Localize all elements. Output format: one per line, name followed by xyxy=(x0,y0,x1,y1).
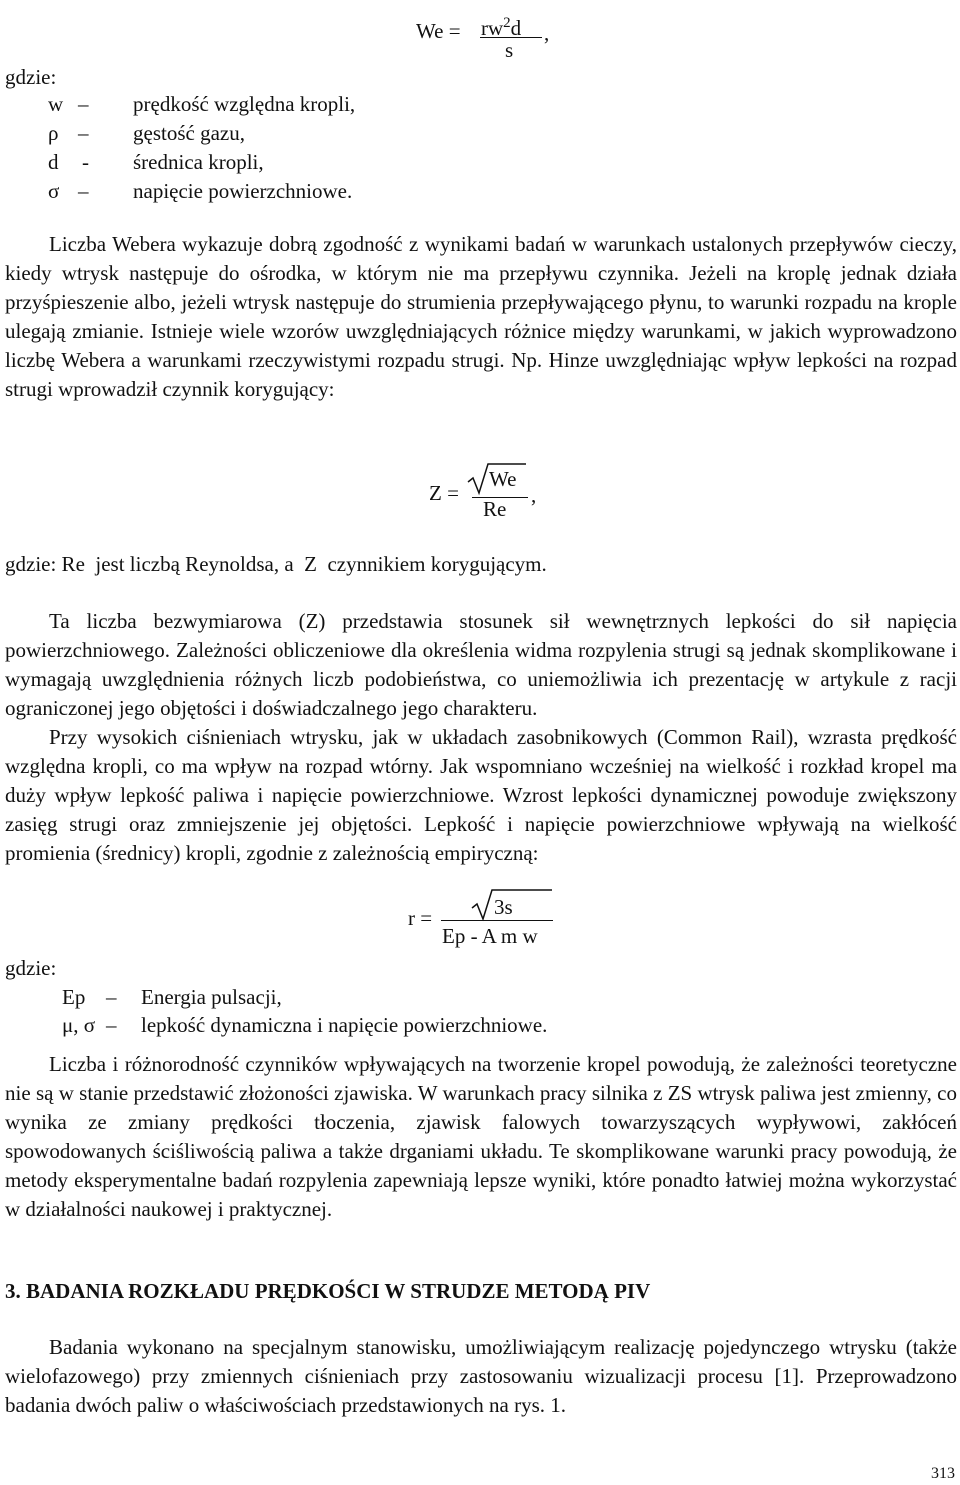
legend-description: gęstość gazu, xyxy=(133,121,245,145)
formula-we-lhs: We = xyxy=(416,19,461,43)
legend-symbol: Ep xyxy=(62,985,86,1009)
formula-r-fraction-bar xyxy=(441,920,553,921)
legend-dash: – xyxy=(78,121,89,145)
legend-symbol: ρ xyxy=(48,121,59,145)
formula-we-num-end: d xyxy=(510,16,522,40)
page-number: 313 xyxy=(931,1465,955,1482)
formula-z-numerator: We xyxy=(489,467,517,491)
paragraph-text: Ta liczba bezwymiarowa (Z) przedstawia stosunek sił wewnętrznych lepkości do sił napięcia powierzchniowego. Zależności obliczeniowe dla określenia widma rozpylenia strugi są jednak skomplikowane i wymagają uwzględnienia różnych liczb podobieństwa, co uniemożliwia ich prezentację w artykule z racji ograniczonej jego objętości i doświadczalnego jego charakteru. xyxy=(5,609,957,720)
paragraph-text: Przy wysokich ciśnieniach wtrysku, jak w układach zasobnikowych (Common Rail), wzrasta prędkość względna kropli, co ma wpływ na rozpad wtórny. Jak wspomniano wcześniej na wielkość i rozkład kropel ma duży wpływ lepkość paliwa i napięcie powierzchniowe. Wzrost lepkości dynamicznej powoduje zwiększony zasięg strugi oraz zmniejszenie jej objętości. Lepkość i napięcie powierzchniowe wpływają na wielkość promienia (średnicy) kropli, zgodnie z zależnością empiryczną: xyxy=(5,725,957,865)
legend-symbol: d xyxy=(48,150,59,174)
paragraph-text: Badania wykonano na specjalnym stanowisku, umożliwiającym realizację pojedynczego wtrysku (także wielofazowego) przy zmiennych ciśnieniach przy zastosowaniu wizualizacji procesu [1]. Przeprowadzono badania dwóch paliw o właściwościach przedstawionych na rys. 1. xyxy=(5,1335,957,1417)
legend-description: średnica kropli, xyxy=(133,150,264,174)
legend-description: Energia pulsacji, xyxy=(141,985,282,1009)
legend-dash: - xyxy=(82,150,89,174)
legend-symbol: σ xyxy=(48,179,60,203)
legend-dash: – xyxy=(78,179,89,203)
legend-symbol: μ, σ xyxy=(62,1013,96,1037)
formula-r-lhs: r = xyxy=(408,906,433,930)
paragraph-factors xyxy=(5,1050,957,1224)
legend-symbol: w xyxy=(48,92,64,116)
legend-dash: – xyxy=(106,985,117,1009)
formula-z-lhs: Z = xyxy=(429,481,459,505)
section-heading: 3. BADANIA ROZKŁADU PRĘDKOŚCI W STRUDZE METODĄ PIV xyxy=(5,1279,651,1303)
formula-z-comma: , xyxy=(531,483,537,507)
legend-description: napięcie powierzchniowe. xyxy=(133,179,353,203)
legend-intro: gdzie: xyxy=(5,65,57,89)
legend-intro: gdzie: xyxy=(5,956,57,980)
legend-dash: – xyxy=(78,92,89,116)
paragraph-text: Liczba Webera wykazuje dobrą zgodność z wynikami badań w warunkach ustalonych przepływów cieczy, kiedy wtrysk następuje do ośrodka, w którym nie ma przepływu czynnika. Jeżeli na kroplę jednak działa przyśpieszenie albo, jeżeli wtrysk następuje do strumienia przepływającego płynu, to warunki rozpadu na krople ulegają zmianie. Istnieje wiele wzorów uwzględniających różnice między warunkami, w jakich wyprowadzono liczbę Webera a warunkami rzeczywistymi rozpadu strugi. Np. Hinze uwzględniając wpływ lepkości na rozpad strugi wprowadził czynnik korygujący: xyxy=(5,232,957,401)
legend-description: lepkość dynamiczna i napięcie powierzchniowe. xyxy=(141,1013,548,1037)
formula-z-denominator: Re xyxy=(483,497,507,521)
formula-we-num-main: rw xyxy=(481,16,504,40)
paragraph-block-viscosity xyxy=(5,607,957,868)
formula-we-comma: , xyxy=(544,21,550,45)
formula-r-numerator: 3s xyxy=(494,895,513,919)
paragraph-methodology xyxy=(5,1333,957,1420)
z-explanation: gdzie: Re jest liczbą Reynoldsa, a Z czynnikiem korygującym. xyxy=(5,552,547,576)
legend-description: prędkość względna kropli, xyxy=(133,92,356,116)
formula-r-denominator: Ep - A m w xyxy=(442,924,538,948)
legend-dash: – xyxy=(106,1013,117,1037)
paragraph-weber-discussion xyxy=(5,230,957,404)
formula-we-denominator: s xyxy=(505,38,514,62)
formula-we-num-sup: 2 xyxy=(503,15,511,31)
paragraph-text: Liczba i różnorodność czynników wpływających na tworzenie kropel powodują, że zależności teoretyczne nie są w stanie przedstawić złożoności zjawiska. W warunkach pracy silnika z ZS wtrysk paliwa jest zmienny, co wynika ze zmiany prędkości tłoczenia, zjawisk falowych towarzyszących wypływowi, zakłóceń spowodowanych ściśliwością paliwa a także drganiami układu. Te skomplikowane warunki pracy powodują, że metody eksperymentalne badań rozpylenia zapewniają lepsze wyniki, które ponadto łatwiej można wykorzystać w działalności naukowej i praktycznej. xyxy=(5,1052,957,1221)
